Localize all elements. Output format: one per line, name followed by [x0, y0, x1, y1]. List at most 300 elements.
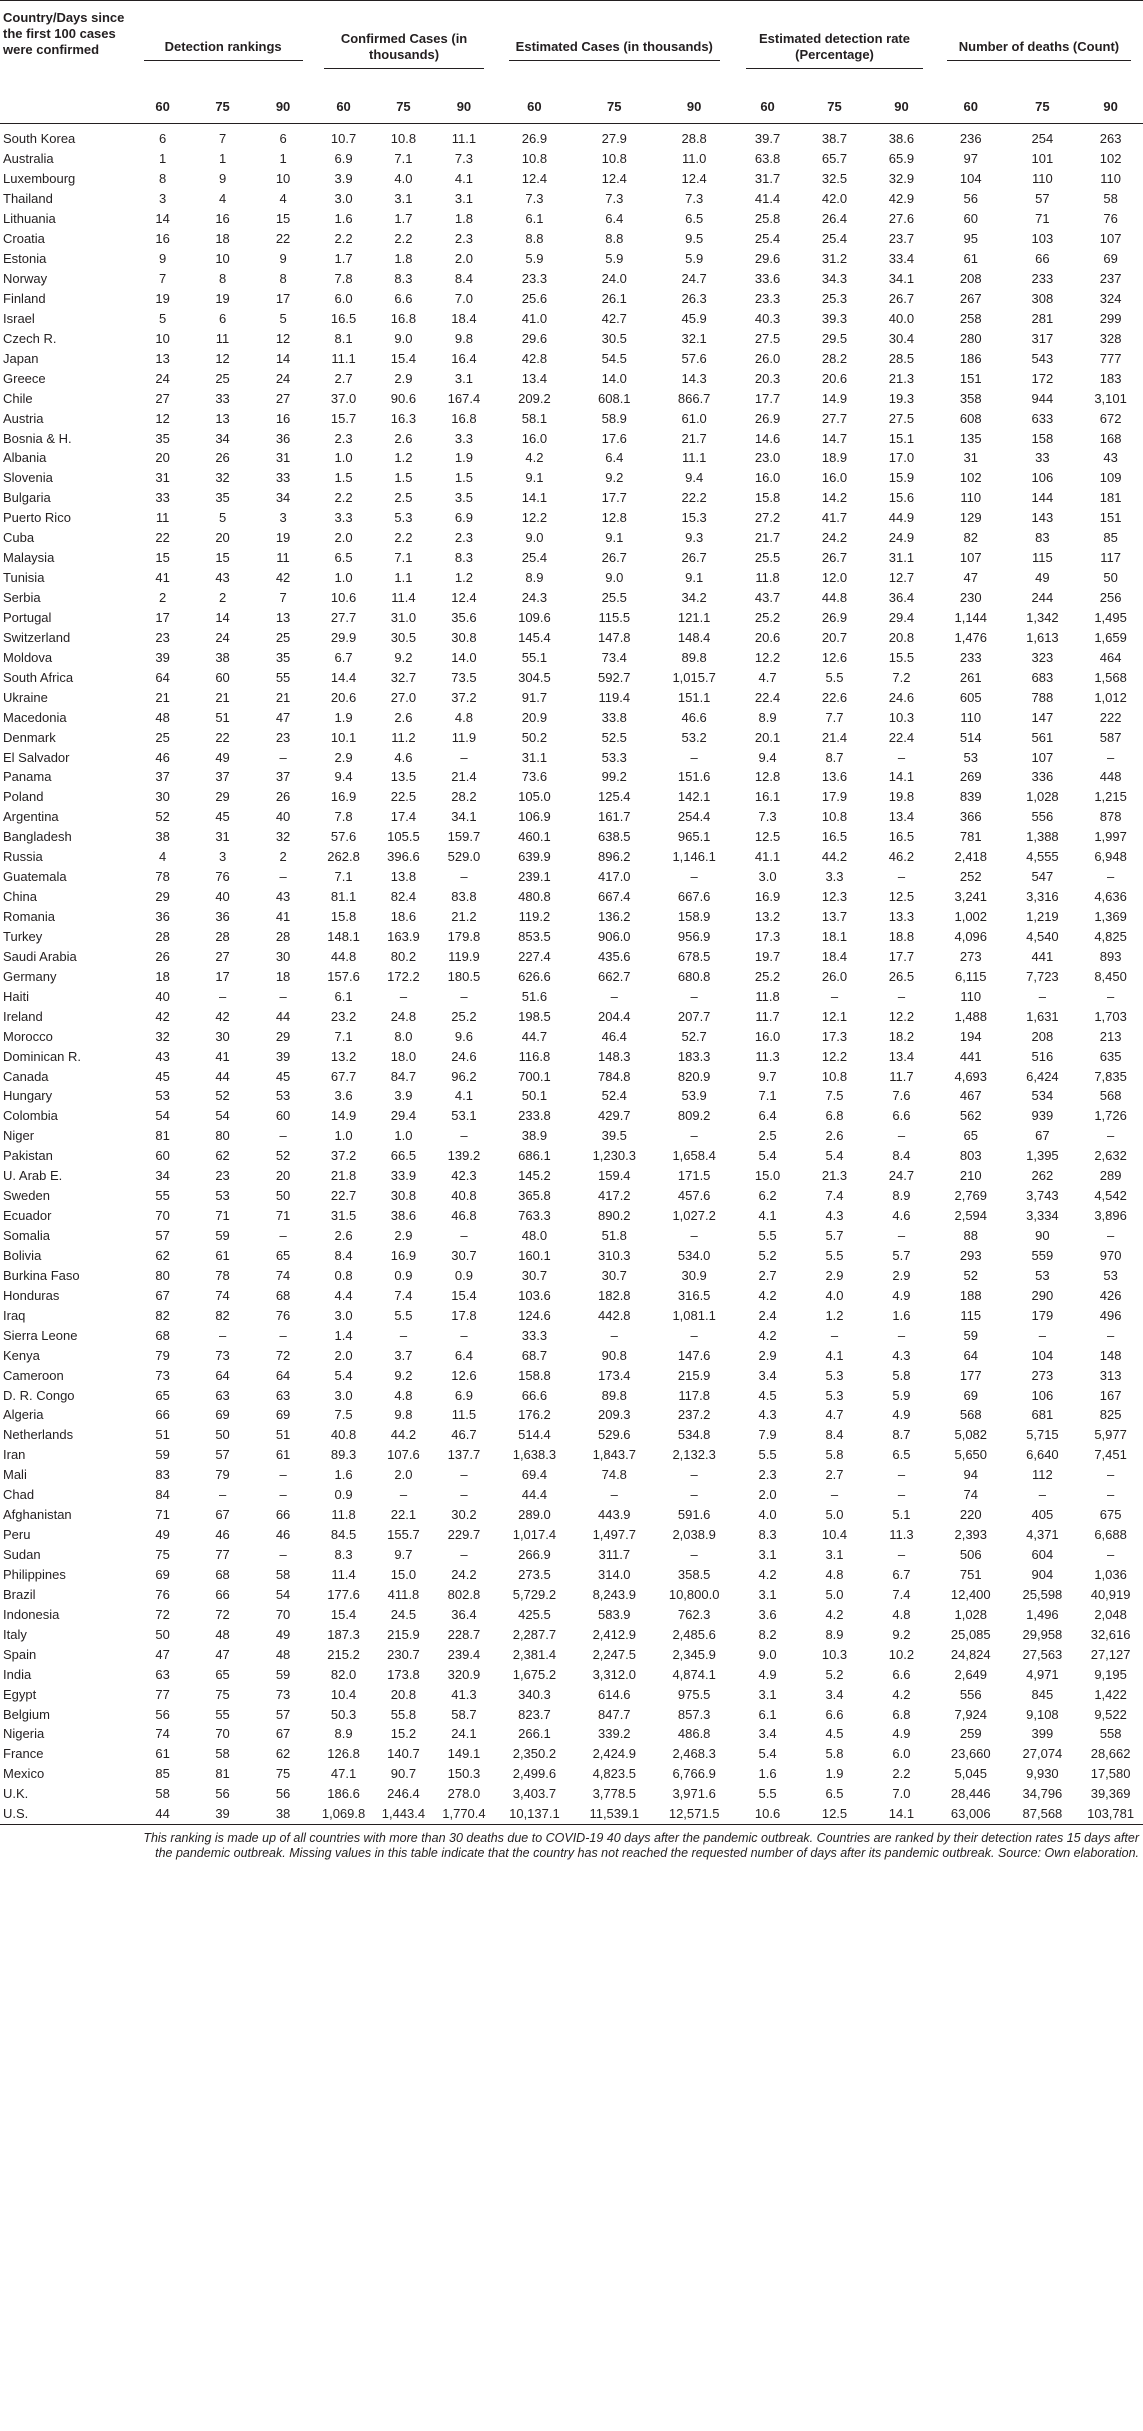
table-cell: 4.2 [758, 1327, 777, 1343]
table-cell: 215.9 [387, 1626, 420, 1642]
country-name: D. R. Congo [3, 1387, 75, 1403]
table-cell: 110 [1100, 171, 1121, 187]
table-cell: 52 [215, 1088, 230, 1104]
table-cell: 31.7 [754, 171, 781, 187]
table-cell: 115 [1032, 550, 1053, 566]
table-cell: 25.3 [821, 290, 848, 306]
table-cell: 117 [1100, 550, 1121, 566]
table-cell: 803 [959, 1148, 982, 1164]
table-cell: 28,662 [1090, 1746, 1131, 1762]
table-cell: 4.1 [758, 1208, 777, 1224]
table-cell: 5.5 [758, 1786, 777, 1802]
table-cell: 1,342 [1026, 609, 1059, 625]
table-cell: 23.3 [521, 271, 548, 287]
table-cell: 89.3 [330, 1447, 357, 1463]
day-header-75: 75 [801, 99, 868, 124]
table-cell: 12,400 [950, 1586, 991, 1602]
table-cell: 1.5 [334, 470, 353, 486]
table-cell: 119.2 [518, 909, 551, 925]
table-cell: – [218, 1487, 227, 1503]
table-cell: 53 [155, 1088, 170, 1104]
table-cell: 14.4 [330, 669, 357, 685]
table-cell: 23.7 [888, 231, 915, 247]
table-cell: 328 [1099, 330, 1122, 346]
table-cell: – [610, 988, 618, 1004]
table-cell: 784.8 [598, 1068, 631, 1084]
table-cell: 9.1 [525, 470, 544, 486]
table-cell: 1,495 [1094, 609, 1127, 625]
table-cell: 26.7 [821, 550, 848, 566]
table-cell: 14.0 [601, 370, 627, 386]
table-cell: 5.3 [394, 510, 413, 526]
table-cell: 429.7 [598, 1108, 631, 1124]
table-cell: 11.8 [331, 1507, 356, 1523]
table-cell: 6.9 [454, 1387, 473, 1403]
table-cell: 49 [215, 749, 230, 765]
table-cell: 42.9 [888, 191, 915, 207]
table-cell: 6,115 [954, 968, 987, 984]
table-cell: 7.1 [334, 869, 353, 885]
table-row [0, 1166, 1143, 1186]
table-cell: 4.2 [825, 1606, 844, 1622]
table-cell: 12.4 [681, 171, 707, 187]
table-cell: 21 [155, 689, 170, 705]
table-cell: 13 [215, 410, 230, 426]
table-cell: 6.8 [892, 1706, 911, 1722]
table-cell: 31.2 [821, 251, 848, 267]
table-cell: 254 [1031, 131, 1054, 147]
table-cell: 4.6 [394, 749, 413, 765]
table-cell: 19 [215, 290, 230, 306]
table-cell: 36 [275, 430, 291, 446]
table-cell: 12.2 [821, 1048, 848, 1064]
table-cell: 29 [215, 789, 230, 805]
table-cell: 25.4 [821, 231, 848, 247]
table-cell: 33 [275, 470, 291, 486]
table-row [0, 289, 1143, 309]
table-cell: 110 [1032, 171, 1053, 187]
table-cell: 358.5 [677, 1566, 711, 1582]
table-row [0, 966, 1143, 986]
table-cell: 16.0 [821, 470, 848, 486]
table-cell: 7.4 [892, 1586, 911, 1602]
table-cell: 179 [1031, 1307, 1054, 1323]
table-cell: 56 [963, 191, 978, 207]
table-cell: 15.1 [888, 430, 915, 446]
table-cell: 80 [155, 1267, 170, 1283]
table-cell: 1.1 [394, 570, 413, 586]
table-cell: 183.3 [677, 1048, 711, 1064]
table-cell: 23 [275, 729, 291, 745]
table-cell: 29.6 [521, 330, 548, 346]
table-cell: 633 [1031, 410, 1054, 426]
table-cell: 27.6 [888, 211, 915, 227]
table-cell: 143 [1031, 510, 1054, 526]
table-cell: 53.9 [681, 1088, 707, 1104]
table-cell: 4.1 [454, 171, 473, 187]
table-cell: 2.3 [334, 430, 353, 446]
country-name: Tunisia [3, 570, 45, 586]
table-cell: 79 [155, 1347, 170, 1363]
table-cell: 317 [1031, 330, 1054, 346]
table-cell: 0.9 [454, 1267, 473, 1283]
table-cell: 4.5 [758, 1387, 777, 1403]
table-cell: 5 [159, 310, 167, 326]
table-cell: 6.1 [525, 211, 544, 227]
table-cell: 84.5 [330, 1527, 357, 1543]
table-cell: 3,101 [1094, 390, 1127, 406]
table-cell: 9.4 [334, 769, 353, 785]
table-cell: 4 [159, 849, 167, 865]
table-cell: 18.1 [821, 928, 848, 944]
table-cell: 2 [218, 590, 227, 606]
table-cell: 15.5 [888, 649, 915, 665]
table-cell: 173.8 [387, 1666, 420, 1682]
table-cell: 45 [215, 809, 230, 825]
table-cell: 230.7 [387, 1646, 420, 1662]
table-cell: 4.1 [825, 1347, 844, 1363]
table-row [0, 568, 1143, 588]
table-cell: 13.7 [821, 909, 848, 925]
table-cell: 56 [215, 1786, 230, 1802]
table-cell: 43.7 [754, 590, 781, 606]
table-cell: 28 [275, 928, 291, 944]
table-cell: 4,542 [1094, 1188, 1127, 1204]
table-row [0, 687, 1143, 707]
table-cell: 16.8 [451, 410, 477, 426]
table-cell: 32,616 [1090, 1626, 1131, 1642]
table-cell: 76 [1103, 211, 1118, 227]
table-cell: 230 [959, 590, 982, 606]
table-cell: 426 [1099, 1287, 1122, 1303]
table-cell: 57.6 [681, 350, 707, 366]
table-cell: 20 [215, 530, 230, 546]
table-cell: 2.3 [758, 1467, 777, 1483]
table-cell: 30.5 [601, 330, 627, 346]
table-cell: 3,971.6 [672, 1786, 716, 1802]
day-header-90: 90 [654, 99, 734, 124]
table-cell: 5.3 [825, 1367, 844, 1383]
table-cell: 159.7 [447, 829, 481, 845]
table-cell: 51 [215, 709, 230, 725]
table-cell: 2,048 [1094, 1606, 1127, 1622]
table-cell: 2.9 [892, 1267, 911, 1283]
table-cell: 14.1 [888, 769, 915, 785]
table-cell: 46 [155, 749, 170, 765]
table-cell: 65 [215, 1666, 230, 1682]
country-name: Lithuania [3, 211, 56, 227]
table-cell: 6.6 [825, 1706, 844, 1722]
table-cell: 1,012 [1094, 689, 1127, 705]
table-cell: 1.4 [334, 1327, 353, 1343]
table-cell: 39.3 [821, 310, 848, 326]
table-cell: 5.9 [525, 251, 544, 267]
table-cell: 209.3 [598, 1407, 631, 1423]
table-cell: 1,036 [1094, 1566, 1127, 1582]
table-cell: 16.4 [451, 350, 477, 366]
deaths-header: Number of deaths (Count) [935, 1, 1143, 100]
table-cell: 32 [275, 829, 291, 845]
table-cell: 59 [963, 1327, 978, 1343]
table-cell: 70 [155, 1208, 170, 1224]
country-name: Austria [3, 410, 44, 426]
table-row [0, 189, 1143, 209]
table-cell: 43 [215, 570, 230, 586]
table-cell: 2.5 [394, 490, 413, 506]
table-cell: 72 [155, 1606, 170, 1622]
table-cell: 8.7 [892, 1427, 911, 1443]
country-name: Sweden [3, 1188, 50, 1204]
table-cell: 14.7 [821, 430, 848, 446]
day-header-90: 90 [433, 99, 494, 124]
table-row [0, 209, 1143, 229]
table-cell: 26.5 [888, 968, 915, 984]
table-cell: 33.3 [521, 1327, 548, 1343]
table-cell: 158.8 [518, 1367, 551, 1383]
table-cell: 6,424 [1026, 1068, 1059, 1084]
country-name: Poland [3, 789, 44, 805]
table-cell: 6,688 [1094, 1527, 1127, 1543]
country-name: Egypt [3, 1686, 37, 1702]
table-cell: 16.3 [390, 410, 417, 426]
table-cell: 1,081.1 [672, 1307, 716, 1323]
table-row [0, 269, 1143, 289]
country-name: Finland [3, 290, 46, 306]
table-cell: – [610, 1487, 618, 1503]
table-cell: 82 [963, 530, 978, 546]
table-cell: 9.7 [394, 1547, 413, 1563]
table-cell: 50.2 [521, 729, 548, 745]
table-cell: 11.4 [391, 590, 416, 606]
table-cell: 7.2 [892, 669, 911, 685]
table-cell: 60 [215, 669, 230, 685]
table-cell: 28.5 [888, 350, 915, 366]
table-cell: 9.5 [685, 231, 704, 247]
table-cell: 1.7 [394, 211, 413, 227]
table-row [0, 1285, 1143, 1305]
table-cell: 35 [275, 649, 291, 665]
table-cell: 2.2 [394, 231, 413, 247]
table-cell: 90 [1035, 1228, 1050, 1244]
table-cell: 9,522 [1094, 1706, 1127, 1722]
table-cell: 34 [215, 430, 230, 446]
table-cell: 23,660 [950, 1746, 991, 1762]
table-row [0, 1604, 1143, 1624]
table-cell: 52 [963, 1267, 978, 1283]
table-cell: 11.5 [451, 1407, 477, 1423]
table-cell: 109 [1099, 470, 1122, 486]
table-cell: 2.0 [758, 1487, 777, 1503]
table-cell: 1,770.4 [433, 1804, 494, 1824]
country-name: Peru [3, 1527, 31, 1543]
table-cell: 12.6 [451, 1367, 477, 1383]
table-cell: 49 [1035, 570, 1050, 586]
table-row [0, 1365, 1143, 1385]
table-cell: 11.1 [331, 350, 356, 366]
country-name: Indonesia [3, 1606, 60, 1622]
table-cell: – [460, 988, 468, 1004]
days-subheader-row [0, 99, 1143, 124]
table-cell: 18.9 [821, 450, 848, 466]
table-cell: 8,243.9 [592, 1586, 636, 1602]
table-cell: 60 [275, 1108, 291, 1124]
table-cell: 28 [155, 928, 170, 944]
table-cell: 26.3 [681, 290, 707, 306]
table-cell: 158 [1031, 430, 1054, 446]
table-cell: 14.2 [821, 490, 848, 506]
table-cell: 4.1 [454, 1088, 473, 1104]
table-cell: 3.3 [454, 430, 473, 446]
table-cell: 4,371 [1026, 1527, 1059, 1543]
table-cell: 568 [959, 1407, 982, 1423]
table-cell: 30.5 [390, 629, 417, 645]
table-cell: 44.9 [888, 510, 915, 526]
country-name: South Africa [3, 669, 74, 685]
table-cell: 4.2 [758, 1287, 777, 1303]
table-cell: 29,958 [1022, 1626, 1063, 1642]
country-name: India [3, 1666, 32, 1682]
table-cell: 48 [275, 1646, 291, 1662]
table-cell: 30.7 [451, 1247, 477, 1263]
table-cell: 71 [155, 1507, 170, 1523]
table-cell: 33.6 [754, 271, 781, 287]
table-cell: 7.3 [685, 191, 704, 207]
table-cell: 6.4 [605, 211, 624, 227]
country-column-header: Country/Days since the first 100 cases were confirmed [0, 1, 133, 124]
country-name: Mexico [3, 1766, 45, 1782]
table-cell: 26.7 [601, 550, 627, 566]
table-cell: 15.0 [390, 1566, 417, 1582]
table-cell: 38.6 [888, 131, 915, 147]
table-cell: 23.0 [754, 450, 781, 466]
table-cell: 293 [959, 1247, 982, 1263]
table-cell: 82 [155, 1307, 170, 1323]
table-cell: 80.2 [390, 948, 417, 964]
table-cell: 145.4 [518, 629, 551, 645]
table-cell: 53 [275, 1088, 291, 1104]
table-cell: 20.7 [821, 629, 848, 645]
country-name: U.K. [3, 1786, 29, 1802]
table-cell: 261 [959, 669, 982, 685]
table-row [0, 1704, 1143, 1724]
table-cell: 4.8 [394, 1387, 413, 1403]
day-header-90: 90 [253, 99, 314, 124]
table-cell: 96.2 [451, 1068, 477, 1084]
table-cell: 7,723 [1026, 968, 1059, 984]
table-cell: 1,028 [1026, 789, 1059, 805]
table-cell: 1.9 [825, 1766, 844, 1782]
table-cell: 183 [1099, 370, 1122, 386]
table-cell: 208 [959, 271, 982, 287]
table-cell: – [1038, 988, 1047, 1004]
table-cell: 17.3 [754, 928, 781, 944]
table-cell: 27.7 [821, 410, 848, 426]
table-cell: 20 [155, 450, 170, 466]
table-cell: 1,015.7 [672, 669, 716, 685]
table-cell: 188 [959, 1287, 982, 1303]
table-cell: 62 [155, 1247, 170, 1263]
table-cell: 626.6 [518, 968, 551, 984]
table-cell: 103,781 [1078, 1804, 1143, 1824]
country-name: Niger [3, 1128, 35, 1144]
table-cell: 561 [1031, 729, 1054, 745]
table-cell: 8.8 [605, 231, 624, 247]
table-cell: 339.2 [598, 1726, 631, 1742]
table-cell: 4.0 [394, 171, 413, 187]
table-cell: 2,424.9 [592, 1746, 636, 1762]
table-cell: 41.4 [754, 191, 781, 207]
table-cell: 12.4 [521, 171, 548, 187]
table-cell: 38 [253, 1804, 314, 1824]
table-cell: 106 [1031, 470, 1054, 486]
table-cell: 97 [963, 151, 978, 167]
table-cell: 4.3 [758, 1407, 777, 1423]
table-cell: 320.9 [447, 1666, 481, 1682]
country-name: Malaysia [3, 550, 55, 566]
table-row [0, 627, 1143, 647]
table-cell: 2,418 [954, 849, 988, 865]
table-cell: 15.3 [681, 510, 707, 526]
table-row [0, 927, 1143, 947]
table-cell: 40.8 [330, 1427, 357, 1443]
table-cell: 1,497.7 [592, 1527, 636, 1543]
table-cell: 0.9 [334, 1487, 353, 1503]
table-cell: 82.4 [390, 889, 417, 905]
table-cell: 76 [275, 1307, 291, 1323]
table-cell: 25.6 [521, 290, 548, 306]
table-cell: 64 [275, 1367, 291, 1383]
country-name: Estonia [3, 251, 47, 267]
table-cell: 21.7 [681, 430, 707, 446]
table-row [0, 1146, 1143, 1166]
table-cell: – [1106, 1228, 1115, 1244]
table-cell: – [897, 1128, 906, 1144]
table-cell: 7.8 [334, 809, 353, 825]
table-cell: 89.8 [681, 649, 707, 665]
table-cell: 19 [155, 290, 170, 306]
table-cell: 161.7 [598, 809, 631, 825]
table-cell: 316.5 [677, 1287, 711, 1303]
table-cell: 1.2 [825, 1307, 844, 1323]
table-cell: 6,766.9 [672, 1766, 716, 1782]
table-cell: 6.0 [892, 1746, 911, 1762]
table-cell: 25.4 [521, 550, 548, 566]
table-row [0, 1046, 1143, 1066]
table-cell: 5.9 [892, 1387, 911, 1403]
country-name: Canada [3, 1068, 49, 1084]
table-cell: 119.4 [598, 689, 631, 705]
table-cell: 15.0 [754, 1168, 781, 1184]
table-cell: 10.3 [821, 1646, 848, 1662]
table-cell: 17.4 [390, 809, 417, 825]
table-cell: 37 [155, 769, 170, 785]
table-cell: 10.4 [821, 1527, 848, 1543]
table-cell: 227.4 [518, 948, 551, 964]
table-cell: 31.0 [390, 609, 417, 625]
table-cell: 25.2 [754, 609, 781, 625]
table-row [0, 1226, 1143, 1246]
table-cell: 7.3 [758, 809, 777, 825]
table-cell: 12 [215, 350, 230, 366]
table-cell: 28.2 [821, 350, 848, 366]
table-cell: 5.5 [825, 1247, 844, 1263]
table-cell: 9.8 [394, 1407, 413, 1423]
country-name: El Salvador [3, 749, 70, 765]
table-cell: 57 [215, 1447, 230, 1463]
table-cell: 8 [218, 271, 227, 287]
table-cell: 1.7 [334, 251, 353, 267]
table-cell: 15.9 [888, 470, 915, 486]
